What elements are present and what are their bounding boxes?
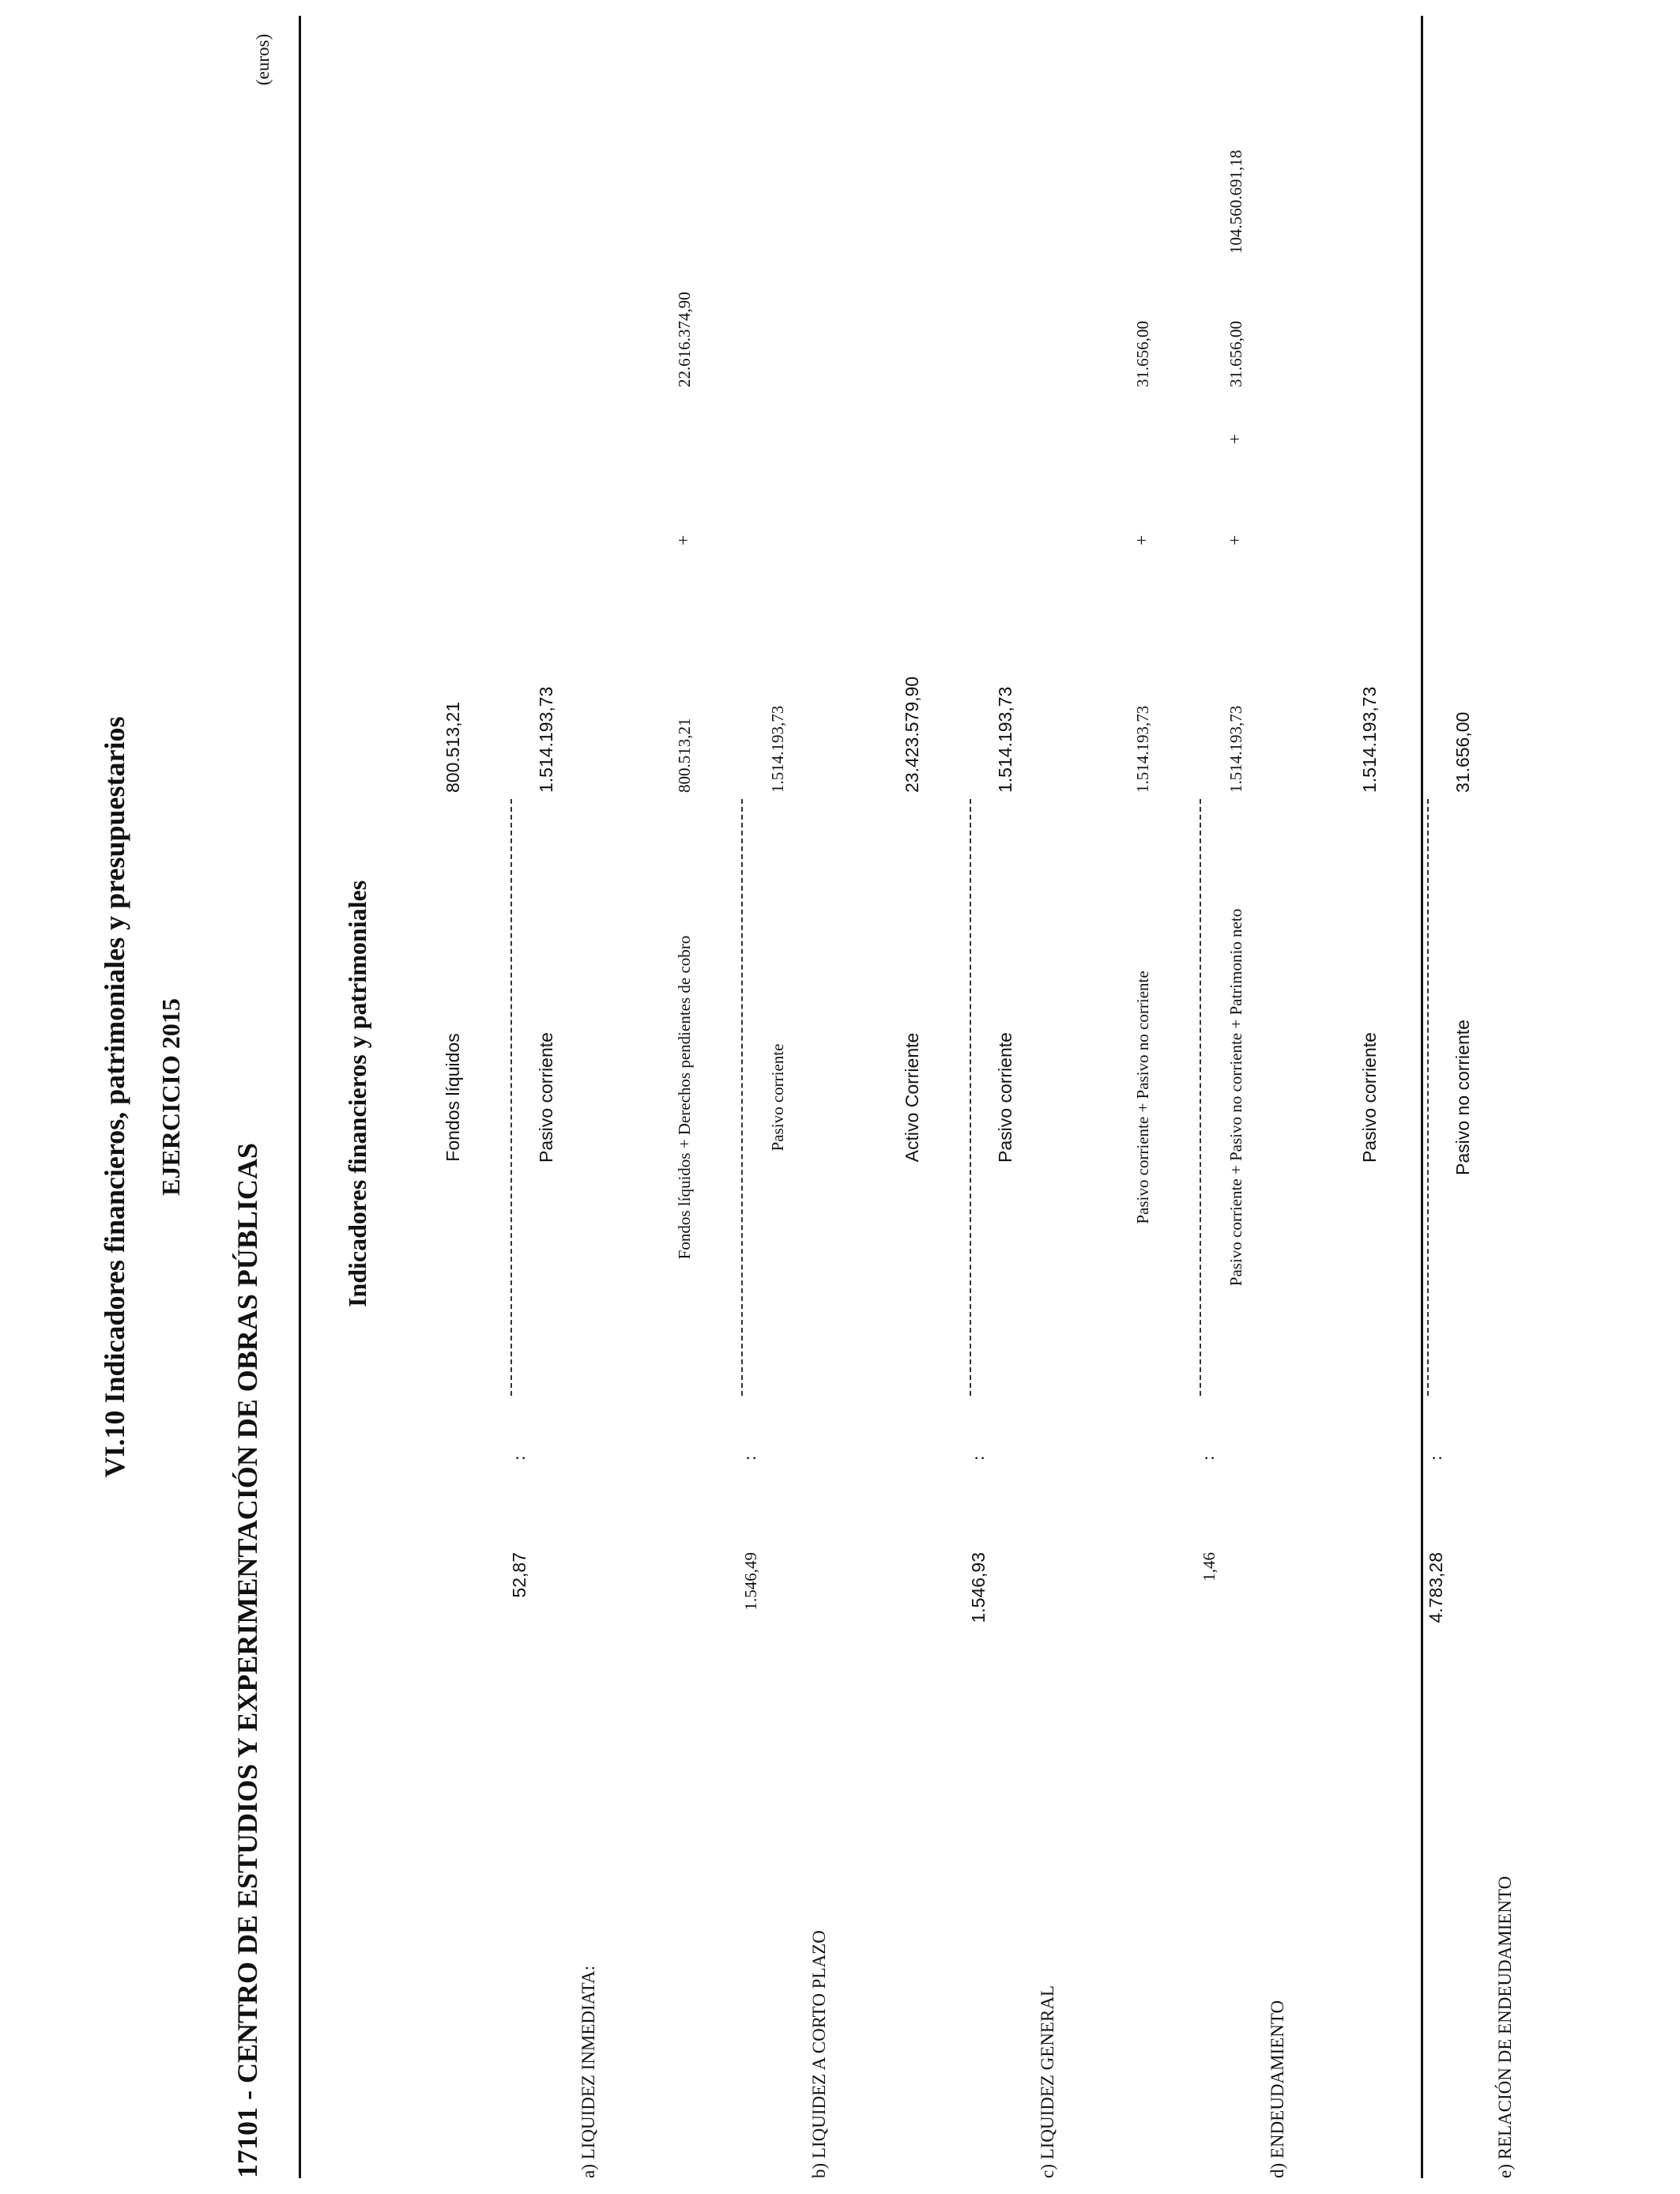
indicator-result: 1.546,93 (968, 1552, 989, 1623)
numerator-formula: Activo Corriente (902, 1032, 922, 1163)
fraction-line (1200, 799, 1201, 1396)
denominator-formula: Pasivo corriente (768, 1043, 787, 1152)
section-title: Indicadores financieros y patrimoniales (343, 880, 371, 1307)
denominator-value: 31.656,00 (1452, 711, 1473, 793)
denominator-formula: Pasivo no corriente (1452, 1020, 1473, 1175)
numerator-value: 23.423.579,90 (902, 676, 922, 793)
denominator-formula: Pasivo corriente + Pasivo no corriente + Patrimonio neto (1226, 908, 1245, 1287)
indicator-colon: : (968, 1455, 988, 1461)
indicator-colon: : (740, 1455, 759, 1461)
numerator-value: 800.513,21 (443, 701, 463, 793)
indicator-label: c) LIQUIDEZ GENERAL (1038, 1985, 1057, 2178)
denominator-value: 1.514.193,73 (1226, 705, 1245, 793)
fraction-line (510, 799, 512, 1396)
indicator-label: a) LIQUIDEZ INMEDIATA: (578, 1966, 598, 2178)
indicator-colon: : (1198, 1455, 1218, 1461)
plus-sign: + (1132, 535, 1151, 545)
fraction-line (970, 799, 971, 1396)
plus-sign: + (1225, 535, 1245, 545)
numerator-formula: Fondos líquidos (443, 1033, 463, 1162)
indicator-result: 1,46 (1200, 1552, 1219, 1581)
indicator-label: d) ENDEUDAMIENTO (1268, 2000, 1287, 2178)
numerator-formula: Pasivo corriente (1359, 1032, 1380, 1163)
indicator-label: b) LIQUIDEZ A CORTO PLAZO (809, 1930, 829, 2178)
indicator-result: 1.546,49 (741, 1552, 760, 1611)
denominator-value: 104.560.691,18 (1226, 149, 1245, 254)
denominator-value: 31.656,00 (1226, 321, 1245, 387)
indicator-label: e) RELACIÓN DE ENDEUDAMIENTO (1495, 1875, 1515, 2178)
numerator-formula: Fondos líquidos + Derechos pendientes de cobro (675, 935, 694, 1260)
numerator-value: 31.656,00 (1133, 321, 1152, 387)
numerator-formula: Pasivo corriente + Pasivo no corriente (1133, 971, 1152, 1224)
plus-sign: + (1225, 434, 1245, 444)
numerator-value: 22.616.374,90 (675, 292, 694, 387)
currency-note: (euros) (253, 33, 273, 85)
fraction-line (1427, 799, 1429, 1396)
fraction-line (741, 799, 743, 1396)
denominator-formula: Pasivo corriente (536, 1032, 556, 1163)
indicator-colon: : (509, 1455, 529, 1461)
denominator-value: 1.514.193,73 (995, 686, 1015, 793)
numerator-value: 800.513,21 (675, 718, 694, 793)
indicator-colon: : (1426, 1455, 1445, 1461)
numerator-value: 1.514.193,73 (1359, 686, 1380, 793)
entity-name: 17101 - CENTRO DE ESTUDIOS Y EXPERIMENTACIÓN DE OBRAS PÚBLICAS (232, 1143, 263, 2178)
header-rule (299, 16, 301, 2178)
denominator-formula: Pasivo corriente (995, 1032, 1015, 1163)
numerator-value: 1.514.193,73 (1133, 705, 1152, 793)
report-title: VI.10 Indicadores financieros, patrimoniales y presupuestarios (99, 716, 130, 1478)
indicator-result: 4.783,28 (1426, 1552, 1446, 1623)
denominator-value: 1.514.193,73 (536, 686, 556, 793)
fiscal-year: EJERCICIO 2015 (156, 998, 185, 1196)
plus-sign: + (673, 535, 693, 545)
footer-rule (1421, 16, 1423, 2178)
denominator-value: 1.514.193,73 (768, 705, 787, 793)
indicator-result: 52,87 (509, 1552, 529, 1598)
